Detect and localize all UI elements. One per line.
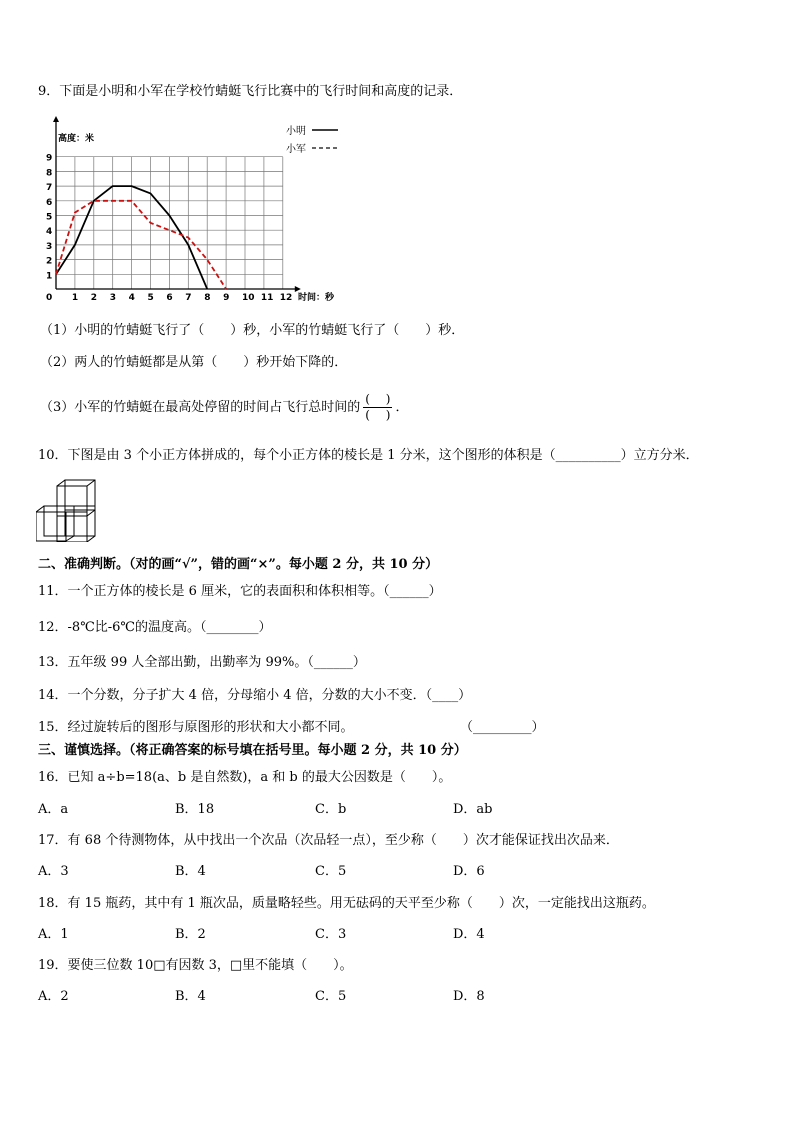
x-tick-label: 7 bbox=[185, 293, 192, 303]
fraction-denominator: ( ) bbox=[365, 408, 391, 422]
part-3-end: ． bbox=[395, 400, 409, 415]
q19-option-c: C．5 bbox=[315, 989, 347, 1004]
question-9-stem: 9．下面是小明和小军在学校竹蜻蜓飞行比赛中的飞行时间和高度的记录． bbox=[38, 84, 463, 99]
question-15: 15．经过旋转后的图形与原图形的形状和大小都不同。 bbox=[38, 720, 354, 735]
x-tick-label: 3 bbox=[109, 293, 116, 303]
chart-series bbox=[56, 186, 226, 289]
q19-option-d: D．8 bbox=[453, 989, 485, 1004]
chart-grid bbox=[56, 157, 283, 289]
q19-option-a: A．2 bbox=[38, 989, 69, 1004]
question-13: 13．五年级 99 人全部出勤，出勤率为 99%。（______） bbox=[38, 655, 366, 670]
q17-option-b: B．4 bbox=[175, 864, 206, 879]
q18-option-a: A．1 bbox=[38, 927, 69, 942]
question-9-part-3 bbox=[40, 392, 408, 423]
y-tick-label: 3 bbox=[46, 241, 53, 252]
x-axis-label: 时间：秒 bbox=[298, 293, 335, 303]
question-12: 12．-8℃比-6℃的温度高。（________） bbox=[38, 620, 272, 635]
question-15-blank: （_________） bbox=[460, 720, 545, 735]
q17-option-c: C．5 bbox=[315, 864, 347, 879]
legend-label-1: 小明 bbox=[286, 126, 306, 137]
q16-option-a: A．a bbox=[38, 802, 69, 817]
question-17: 17．有 68 个待测物体，从中找出一个次品（次品轻一点），至少称（ ）次才能保证找出次品来． bbox=[38, 833, 619, 848]
q17-option-d: D．6 bbox=[453, 864, 485, 879]
chart-legend bbox=[286, 124, 338, 155]
x-tick-label: 2 bbox=[90, 293, 98, 303]
flight-chart bbox=[36, 114, 356, 310]
question-18: 18．有 15 瓶药，其中有 1 瓶次品，质量略轻些。用无砝码的天平至少称（ ）次，一定能找出这瓶药。 bbox=[38, 896, 655, 911]
x-tick-label: 4 bbox=[128, 293, 135, 303]
y-tick-label: 2 bbox=[46, 256, 53, 267]
x-tick-label: 8 bbox=[204, 293, 211, 303]
question-10: 10．下图是由 3 个小正方体拼成的，每个小正方体的棱长是 1 分米，这个图形的体积是（__________）立方分米． bbox=[38, 448, 699, 463]
x-tick-label: 5 bbox=[147, 293, 154, 303]
question-14: 14．一个分数，分子扩大 4 倍，分母缩小 4 倍，分数的大小不变．（____） bbox=[38, 688, 472, 703]
y-tick-label: 5 bbox=[46, 212, 53, 223]
part-3-text: （3）小军的竹蜻蜓在最高处停留的时间占飞行总时间的 bbox=[40, 400, 361, 415]
x-tick-label: 1 bbox=[71, 293, 79, 303]
q16-option-c: C．b bbox=[315, 802, 347, 817]
y-tick-label: 7 bbox=[46, 183, 53, 194]
y-tick-label: 9 bbox=[46, 153, 53, 164]
x-tick-label: 12 bbox=[279, 293, 293, 303]
q16-option-b: B．18 bbox=[175, 802, 215, 817]
question-19: 19．要使三位数 10□有因数 3，□里不能填（ ）。 bbox=[38, 958, 353, 973]
x-axis-arrow bbox=[295, 286, 301, 292]
y-tick-label: 1 bbox=[46, 271, 53, 282]
question-9-part-2: （2）两人的竹蜻蜓都是从第（ ）秒开始下降的． bbox=[40, 355, 348, 370]
q17-option-a: A．3 bbox=[38, 864, 69, 879]
y-tick-label: 4 bbox=[46, 227, 53, 238]
y-axis-label: 高度：米 bbox=[58, 134, 95, 144]
fraction-numerator: ( ) bbox=[365, 392, 391, 406]
x-tick-label: 9 bbox=[223, 293, 230, 303]
y-tick-label: 6 bbox=[46, 197, 53, 208]
q19-option-b: B．4 bbox=[175, 989, 206, 1004]
section-3-heading: 三、谨慎选择。（将正确答案的标号填在括号里。每小题 2 分，共 10 分） bbox=[38, 743, 467, 758]
q18-option-d: D．4 bbox=[453, 927, 485, 942]
question-9-part-1: （1）小明的竹蜻蜓飞行了（ ）秒，小军的竹蜻蜓飞行了（ ）秒． bbox=[40, 323, 465, 338]
x-tick-label: 11 bbox=[260, 293, 274, 303]
answer-fraction bbox=[363, 392, 392, 423]
x-tick-label: 10 bbox=[242, 293, 255, 303]
q18-option-c: C．3 bbox=[315, 927, 347, 942]
q18-option-b: B．2 bbox=[175, 927, 206, 942]
three-cubes-figure bbox=[36, 478, 108, 542]
question-16: 16．已知 a÷b=18(a、b 是自然数)，a 和 b 的最大公因数是（ ）。 bbox=[38, 770, 452, 785]
x-tick-label: 0 bbox=[46, 293, 53, 303]
y-axis-arrow bbox=[53, 116, 59, 122]
section-2-heading: 二、准确判断。（对的画“√”，错的画“×”。每小题 2 分，共 10 分） bbox=[38, 557, 439, 572]
question-11: 11．一个正方体的棱长是 6 厘米，它的表面积和体积相等。（______） bbox=[38, 584, 442, 599]
q16-option-d: D．ab bbox=[453, 802, 493, 817]
legend-label-2: 小军 bbox=[286, 144, 306, 155]
x-tick-label: 6 bbox=[166, 293, 173, 303]
y-tick-label: 8 bbox=[46, 168, 53, 179]
